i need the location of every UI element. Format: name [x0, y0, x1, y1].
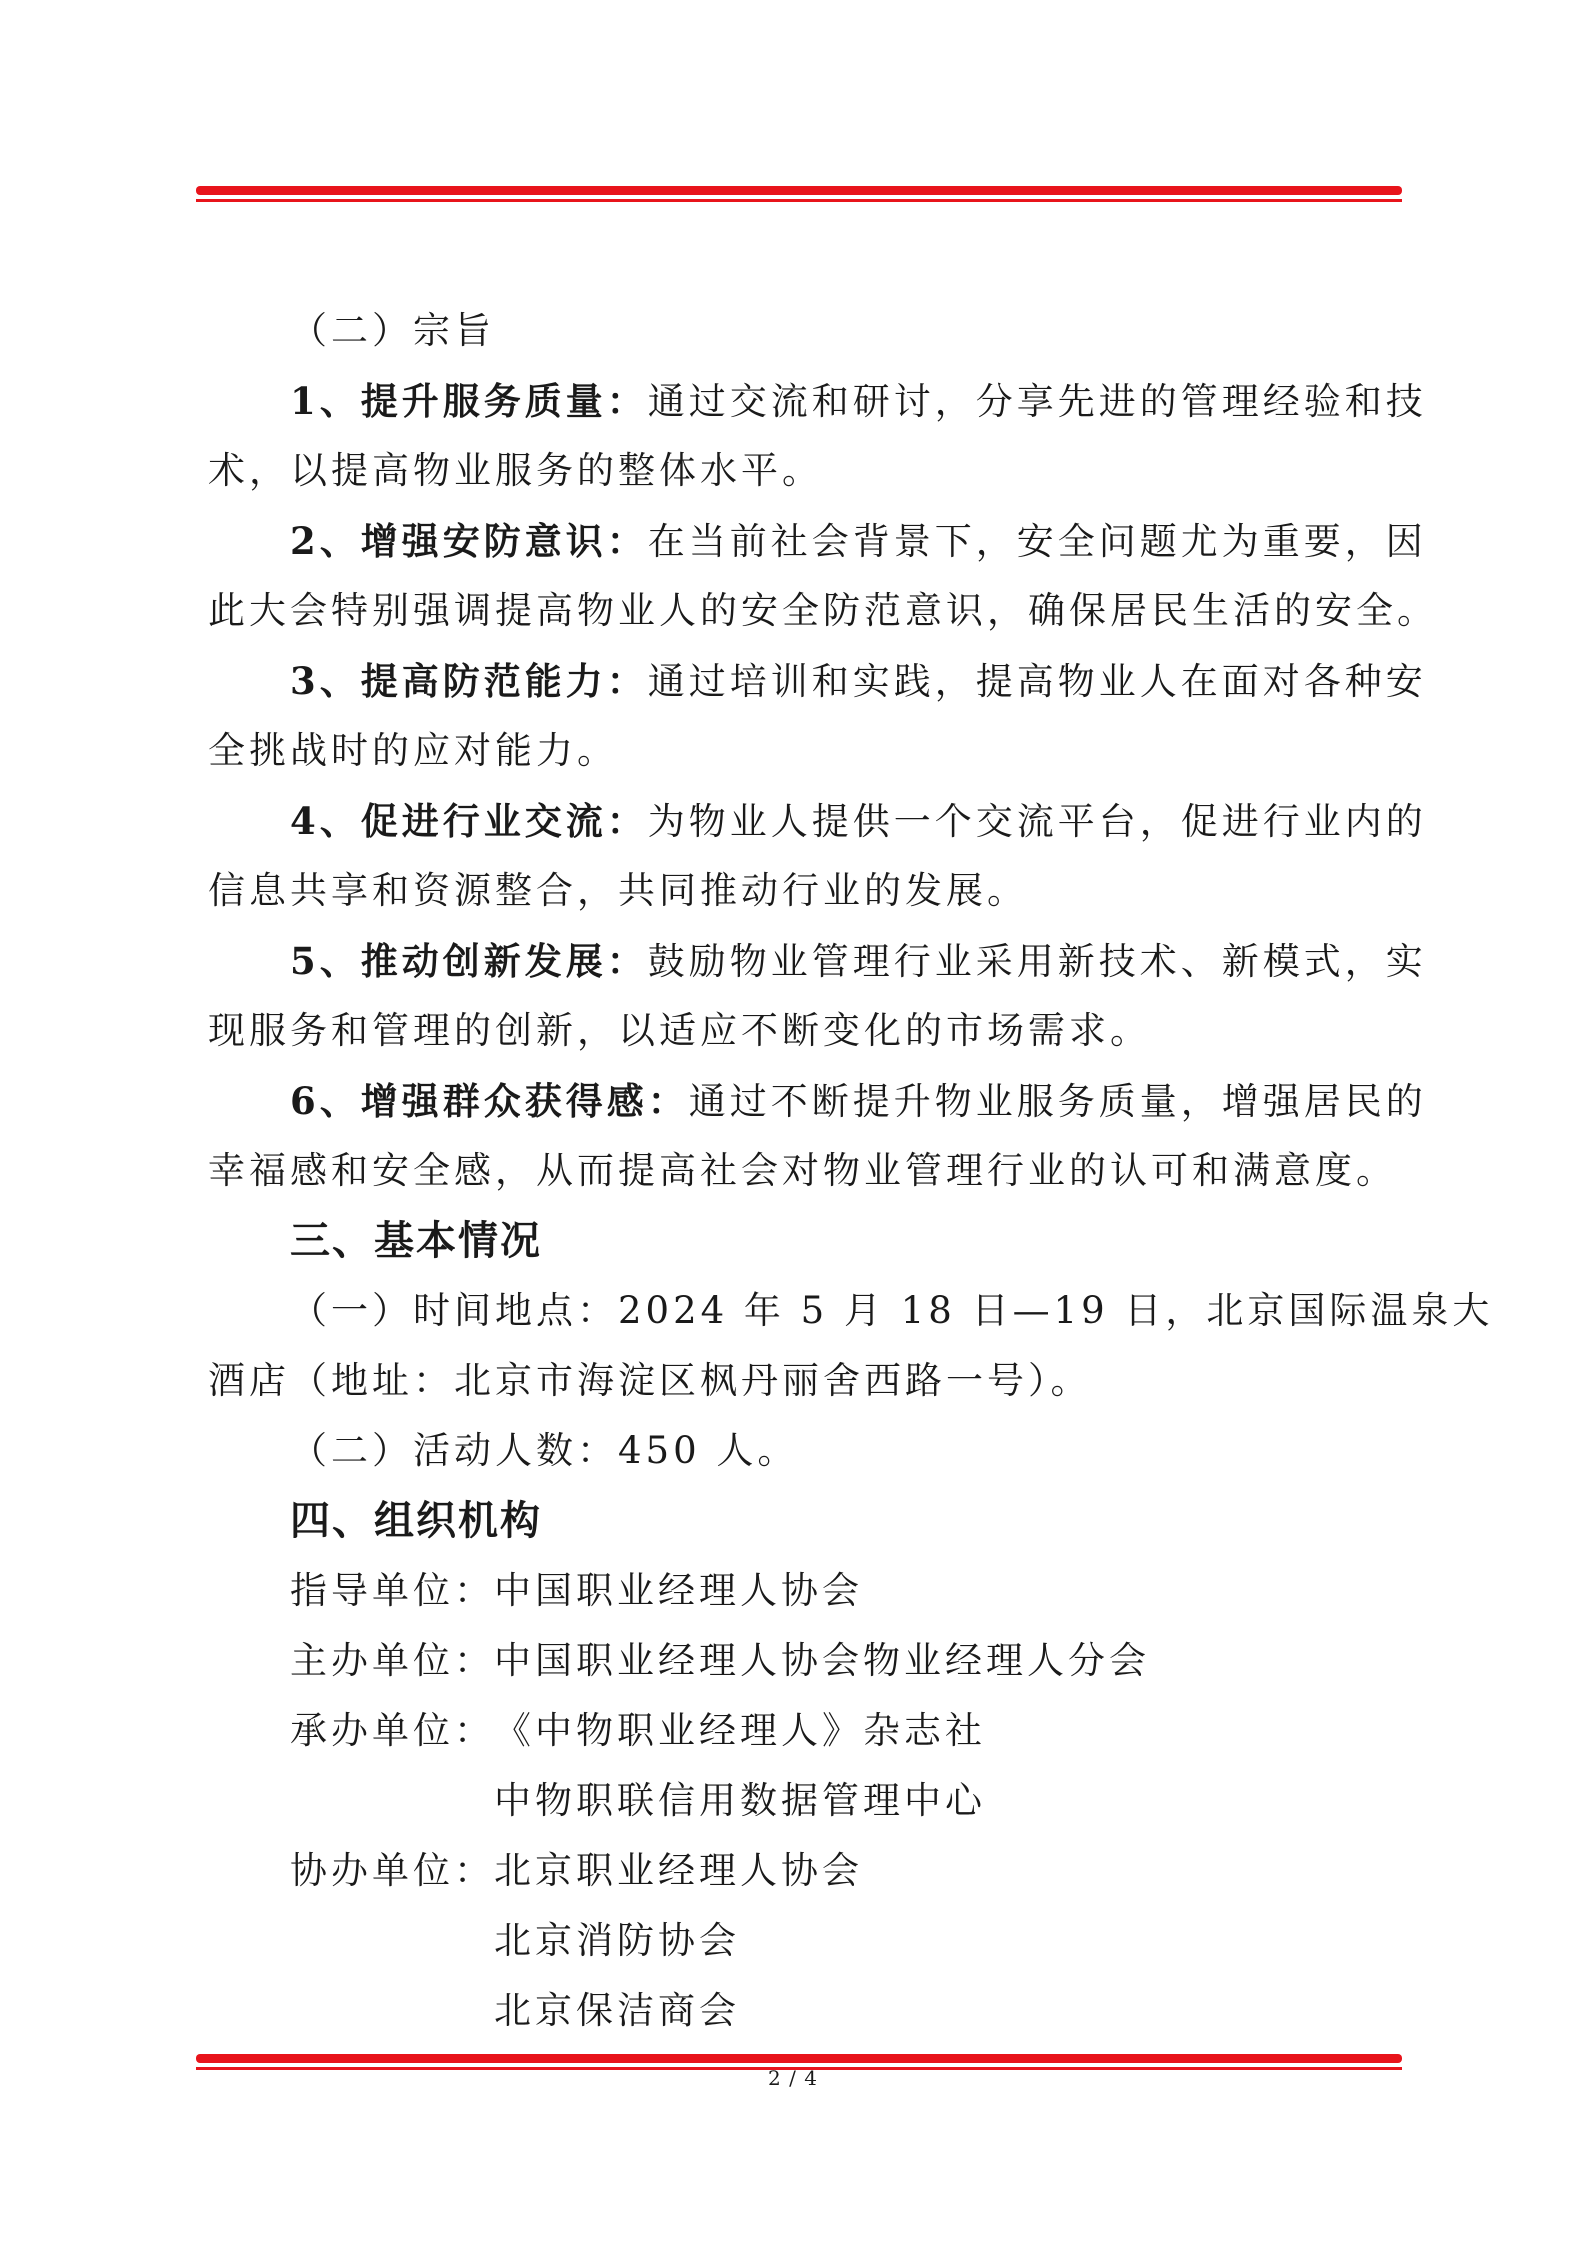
aim-item-3-text: 通过培训和实践，提高物业人在面对各种安	[647, 660, 1427, 703]
header-rule-thin	[196, 199, 1402, 202]
aim-item-6-line2: 幸福感和安全感，从而提高社会对物业管理行业的认可和满意度。	[208, 1149, 1397, 1192]
aim-item-5-text: 鼓励物业管理行业采用新技术、新模式，实	[647, 940, 1427, 983]
aim-item-6-line1	[208, 1066, 1427, 1136]
header-rule	[196, 186, 1402, 202]
aim-item-5-line2: 现服务和管理的创新，以适应不断变化的市场需求。	[208, 1009, 1151, 1052]
aim-item-1-line2: 术，以提高物业服务的整体水平。	[208, 449, 823, 492]
organization-heading: 四、组织机构	[290, 1498, 542, 1544]
time-place-line1: （一）时间地点：2024 年 5 月 18 日—19 日，北京国际温泉大	[290, 1289, 1494, 1332]
org-value-organizer-2: 中物职联信用数据管理中心	[494, 1779, 986, 1822]
aim-item-2-line1	[208, 506, 1427, 576]
org-value-host: 中国职业经理人协会物业经理人分会	[494, 1639, 1150, 1682]
aim-item-4-line1	[208, 786, 1427, 856]
org-label-host: 主办单位：	[290, 1639, 495, 1682]
org-row-co-organizer-cont-1	[208, 1906, 1388, 1976]
aims-heading: （二）宗旨	[290, 309, 495, 352]
aim-item-1-title: 1、提升服务质量：	[290, 379, 648, 423]
aim-item-4-text: 为物业人提供一个交流平台，促进行业内的	[647, 800, 1427, 843]
org-label-guidance: 指导单位：	[290, 1569, 495, 1612]
aim-item-3-line1	[208, 646, 1427, 716]
header-rule-thick	[196, 186, 1402, 195]
org-row-organizer-cont	[208, 1766, 1388, 1836]
aim-item-5-line1	[208, 926, 1427, 996]
aim-item-1-line1	[208, 366, 1427, 436]
org-value-co-organizer-1: 北京职业经理人协会	[494, 1849, 863, 1892]
org-row-organizer	[208, 1696, 1388, 1766]
org-row-co-organizer-cont-2	[208, 1976, 1388, 2046]
aim-item-5-title: 5、推动创新发展：	[290, 939, 648, 983]
aim-item-2-text: 在当前社会背景下，安全问题尤为重要，因	[647, 520, 1427, 563]
org-row-host	[208, 1626, 1388, 1696]
org-value-guidance: 中国职业经理人协会	[494, 1569, 863, 1612]
org-value-co-organizer-3: 北京保洁商会	[494, 1989, 740, 2032]
org-row-co-organizer	[208, 1836, 1388, 1906]
page-body	[208, 296, 1494, 2046]
aim-item-1-text: 通过交流和研讨，分享先进的管理经验和技	[647, 380, 1427, 423]
org-value-organizer-1: 《中物职业经理人》杂志社	[494, 1709, 986, 1752]
aim-item-4-title: 4、促进行业交流：	[290, 799, 648, 843]
aim-item-6-text: 通过不断提升物业服务质量，增强居民的	[688, 1080, 1427, 1123]
attendance-line: （二）活动人数：450 人。	[290, 1429, 799, 1472]
aim-item-3-title: 3、提高防范能力：	[290, 659, 648, 703]
footer-rule-thick	[196, 2054, 1402, 2063]
page-number: 2 / 4	[768, 2066, 818, 2090]
aim-item-2-line2: 此大会特别强调提高物业人的安全防范意识，确保居民生活的安全。	[208, 589, 1438, 632]
basic-info-heading: 三、基本情况	[290, 1218, 542, 1264]
aim-item-6-title: 6、增强群众获得感：	[290, 1079, 689, 1123]
time-place-line2: 酒店（地址：北京市海淀区枫丹丽舍西路一号）。	[208, 1359, 1092, 1402]
org-label-co-organizer: 协办单位：	[290, 1849, 495, 1892]
org-value-co-organizer-2: 北京消防协会	[494, 1919, 740, 1962]
aim-item-3-line2: 全挑战时的应对能力。	[208, 729, 618, 772]
aim-item-2-title: 2、增强安防意识：	[290, 519, 648, 563]
org-row-guidance	[208, 1556, 1388, 1626]
aim-item-4-line2: 信息共享和资源整合，共同推动行业的发展。	[208, 869, 1028, 912]
org-label-organizer: 承办单位：	[290, 1709, 495, 1752]
